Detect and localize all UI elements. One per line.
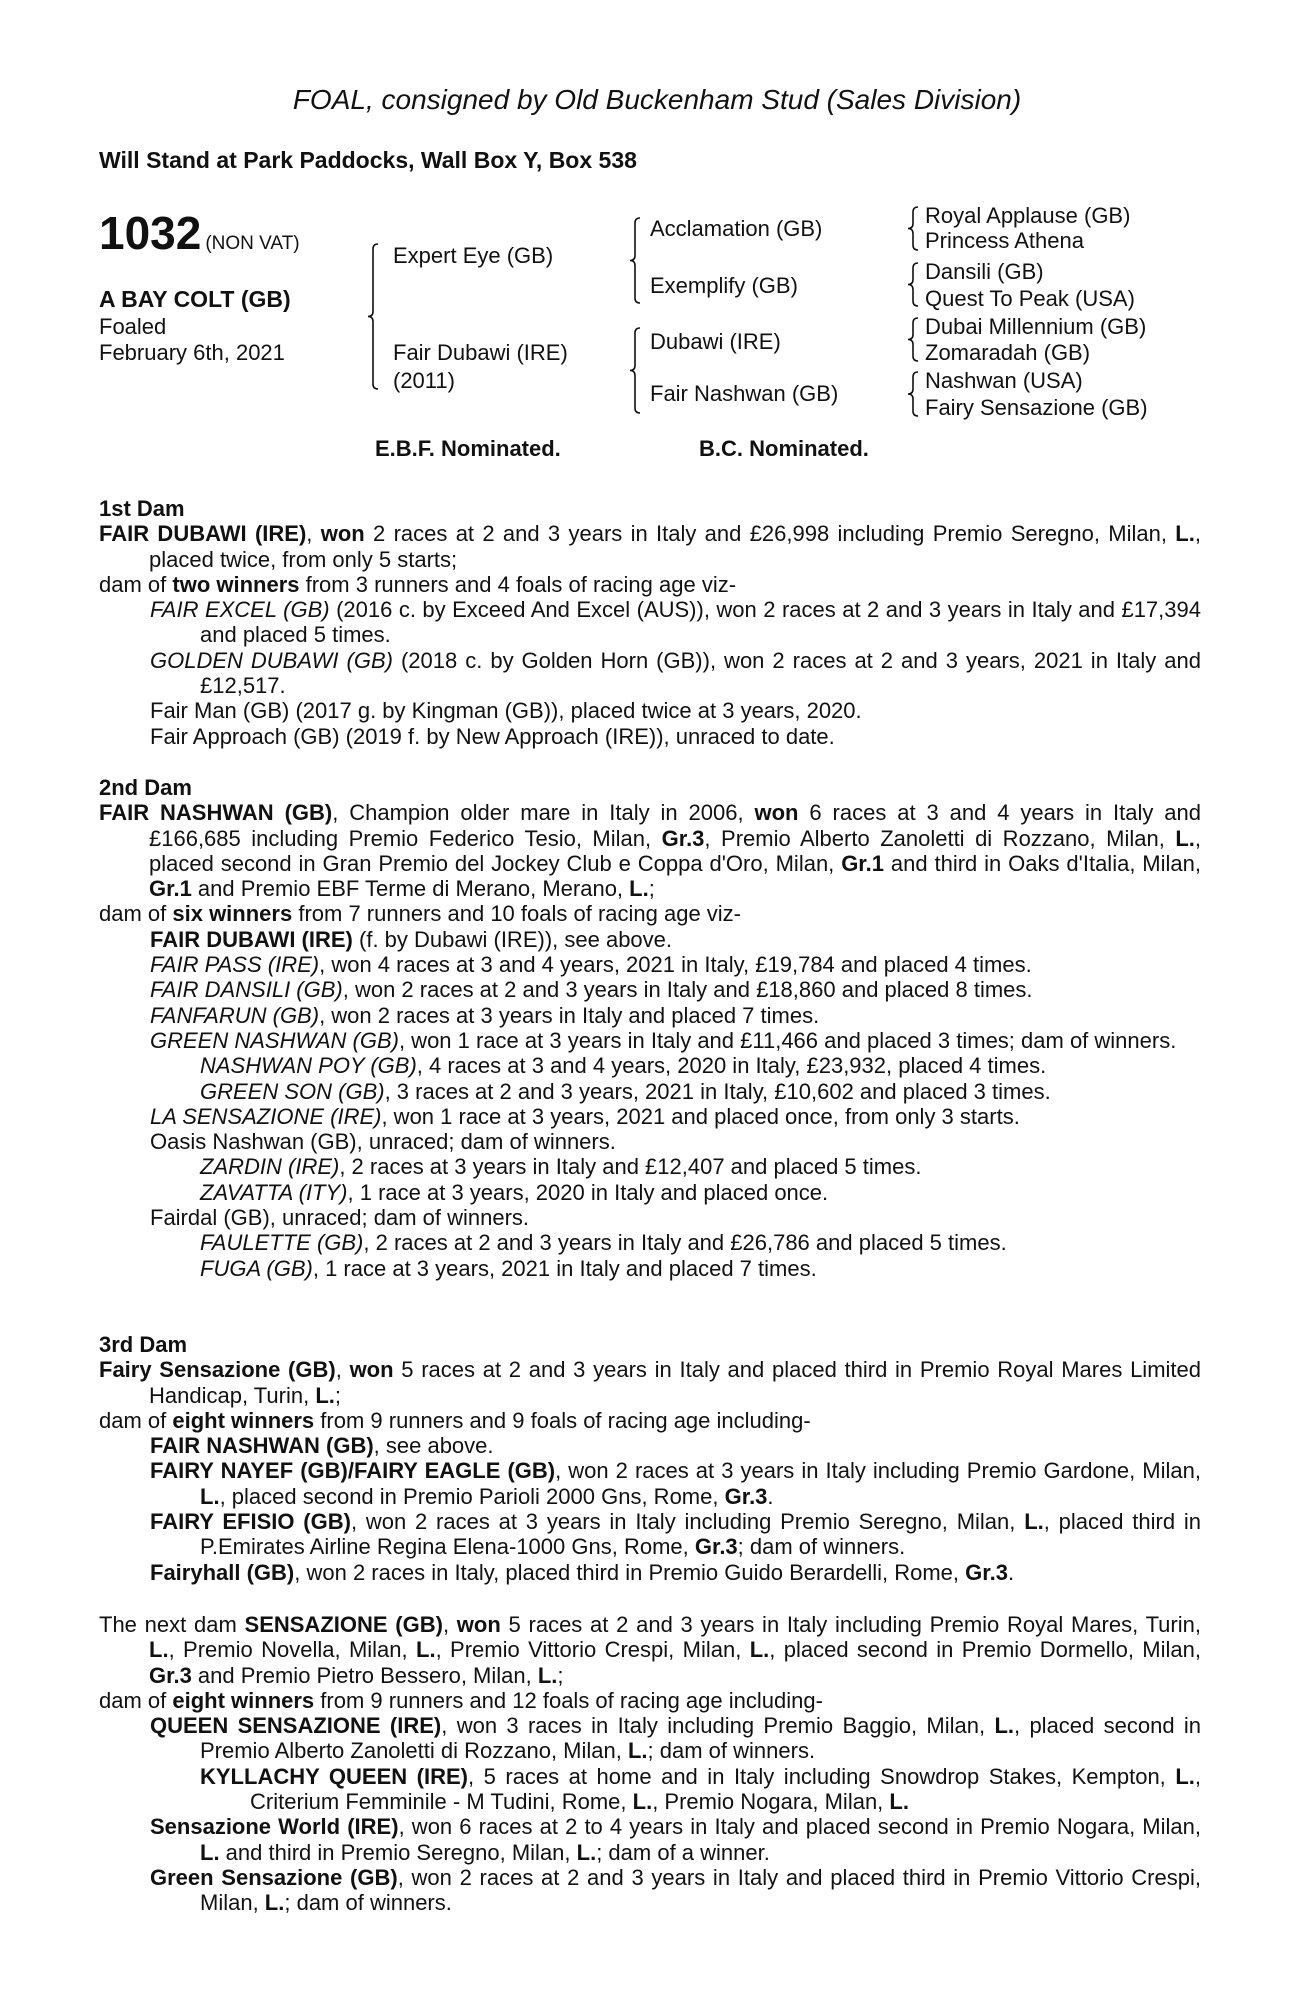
bold-text: six winners (172, 901, 293, 927)
produce-entry (99, 1764, 1201, 1815)
text: ; dam of winners. (737, 1534, 906, 1560)
italic-text: GREEN SON (GB) (200, 1078, 385, 1104)
bold-text: FAIRY EFISIO (GB) (150, 1509, 351, 1535)
dam-section (99, 496, 1201, 749)
produce-entry (99, 1205, 1201, 1230)
produce-entry (99, 724, 1201, 749)
text: , Premio Novella, Milan, (168, 1637, 417, 1663)
bold-text: L. (264, 1890, 285, 1916)
produce-entry (99, 1865, 1201, 1916)
text: , won 1 race at 3 years in Italy and £11,466 and placed 3 times; dam of winners. (398, 1027, 1177, 1053)
produce-entry (99, 1612, 1201, 1688)
text: ; (334, 1382, 341, 1408)
bold-text: KYLLACHY QUEEN (IRE) (200, 1763, 468, 1789)
pedigree-gen3: Royal Applause (GB) (925, 203, 1131, 228)
text: from 3 runners and 4 foals of racing age viz- (299, 571, 737, 597)
text: , Premio Alberto Zanoletti di Rozzano, Milan, (704, 825, 1176, 851)
bold-text: L. (994, 1713, 1014, 1739)
italic-text: FANFARUN (GB) (150, 1002, 320, 1028)
dam-heading: 1st Dam (99, 496, 185, 521)
produce-entry (99, 1003, 1201, 1028)
bold-text: L. (627, 1738, 648, 1764)
text: and Premio Pietro Bessero, Milan, (191, 1662, 538, 1688)
bold-text: FAIRY NAYEF (GB)/FAIRY EAGLE (GB) (150, 1458, 556, 1484)
text: , Champion older mare in Italy in 2006, (332, 800, 755, 826)
dam-section (99, 775, 1201, 1281)
bold-text: Gr.3 (661, 825, 705, 851)
text: ; dam of winners. (284, 1890, 452, 1916)
bold-text: L. (632, 1789, 653, 1815)
text: , won 4 races at 3 and 4 years, 2021 in Italy, £19,784 and placed 4 times. (319, 952, 1032, 978)
pedigree-gen3: Dubai Millennium (GB) (925, 314, 1147, 339)
text: . (767, 1483, 774, 1509)
bold-text: L. (889, 1789, 909, 1815)
produce-entry (99, 1230, 1201, 1255)
pedigree-gen2: Exemplify (GB) (650, 273, 798, 298)
text: (2018 c. by Golden Horn (GB)), won 2 races at 2 and 3 years, 2021 in Italy and £12,517. (200, 647, 1201, 699)
pedigree-gen2: Fair Nashwan (GB) (650, 381, 839, 406)
produce-entry (99, 572, 1201, 597)
bold-text: L. (416, 1637, 436, 1663)
text: , (442, 1612, 457, 1637)
dam-section (99, 1332, 1201, 1585)
text: , placed second in Premio Dormello, Milan, (769, 1637, 1201, 1663)
text: dam of (99, 1407, 173, 1433)
produce-entry (99, 927, 1201, 952)
text: , 1 race at 3 years, 2020 in Italy and placed once. (347, 1179, 829, 1205)
pedigree-gen3: Dansili (GB) (925, 259, 1044, 284)
dam-heading: 2nd Dam (99, 775, 192, 800)
text: from 7 runners and 10 foals of racing age viz- (292, 901, 742, 927)
bold-text: L. (200, 1839, 220, 1865)
produce-entry (99, 1688, 1201, 1713)
italic-text: ZAVATTA (ITY) (200, 1179, 348, 1205)
text: , Premio Vittorio Crespi, Milan, (435, 1637, 750, 1663)
catalogue-title: FOAL, consigned by Old Buckenham Stud (Sales Division) (292, 84, 1022, 115)
text: , 3 races at 2 and 3 years, 2021 in Italy, £10,602 and placed 3 times. (384, 1078, 1051, 1104)
bold-text: won (456, 1612, 501, 1637)
dam-section (99, 1612, 1201, 1916)
text: dam of (99, 571, 173, 597)
pedigree-brace (908, 372, 920, 416)
pedigree-gen3: Princess Athena (925, 228, 1084, 253)
italic-text: FUGA (GB) (200, 1255, 313, 1281)
vat-status: (NON VAT) (205, 233, 300, 254)
pedigree-sire: Expert Eye (GB) (393, 243, 554, 268)
text: , 2 races at 3 years in Italy and £12,407 and placed 5 times. (339, 1154, 922, 1180)
text: Fair Man (GB) (2017 g. by Kingman (GB)), placed twice at 3 years, 2020. (150, 698, 862, 724)
text: , placed third in P.Emirates Airline Regina Elena-1000 Gns, Rome, (200, 1509, 1202, 1560)
text: , 1 race at 3 years, 2021 in Italy and placed 7 times. (312, 1255, 817, 1281)
italic-text: FAULETTE (GB) (200, 1230, 364, 1256)
italic-text: FAIR EXCEL (GB) (150, 597, 330, 623)
foaled-date: February 6th, 2021 (99, 340, 285, 365)
lot-description: A BAY COLT (GB) (99, 286, 291, 312)
bold-text: Gr.1 (149, 876, 192, 902)
lot-number (99, 206, 300, 260)
bold-text: L. (1024, 1509, 1044, 1535)
text: ; dam of winners. (647, 1738, 816, 1764)
text: , 2 races at 2 and 3 years in Italy and £26,786 and placed 5 times. (363, 1230, 1007, 1256)
produce-entry (99, 1408, 1201, 1433)
produce-entry (99, 1180, 1201, 1205)
text: 2 races at 2 and 3 years in Italy and £26,998 including Premio Seregno, Milan, (364, 521, 1176, 547)
italic-text: FAIR DANSILI (GB) (150, 977, 343, 1003)
pedigree-brace (908, 263, 920, 306)
bold-text: two winners (172, 571, 300, 597)
produce-entry (99, 698, 1201, 723)
text: Oasis Nashwan (GB), unraced; dam of winners. (150, 1129, 616, 1155)
text: , see above. (373, 1433, 494, 1459)
text: , won 3 races in Italy including Premio Baggio, Milan, (441, 1713, 995, 1739)
text: , 5 races at home and in Italy including Snowdrop Stakes, Kempton, (467, 1763, 1176, 1789)
bold-text: L. (200, 1483, 220, 1509)
produce-entry (99, 1154, 1201, 1179)
produce-entry (99, 1509, 1201, 1560)
bold-text: FAIR DUBAWI (IRE) (99, 521, 307, 547)
produce-entry (99, 1104, 1201, 1129)
text: , 4 races at 3 and 4 years, 2020 in Italy, £23,932, placed 4 times. (416, 1053, 1047, 1079)
text: dam of (99, 901, 173, 927)
pedigree-gen3: Zomaradah (GB) (925, 340, 1091, 365)
bold-text: L. (749, 1637, 770, 1663)
produce-entry (99, 952, 1201, 977)
bold-text: FAIR NASHWAN (GB) (99, 800, 333, 826)
pedigree-dam-year: (2011) (393, 368, 455, 393)
text: , placed twice, from only 5 starts; (149, 521, 1201, 572)
bold-text: FAIR DUBAWI (IRE) (150, 926, 353, 952)
text: , won 2 races in Italy, placed third in Premio Guido Berardelli, Rome, (294, 1559, 966, 1585)
text: , placed second in Premio Alberto Zanoletti di Rozzano, Milan, (200, 1713, 1202, 1764)
produce-entry (99, 1713, 1201, 1764)
stand-location: Will Stand at Park Paddocks, Wall Box Y, Box 538 (99, 147, 637, 173)
ebf-nominated: E.B.F. Nominated. (375, 436, 561, 461)
produce-entry (99, 800, 1201, 901)
text: ; (557, 1662, 564, 1688)
bold-text: L. (1175, 1763, 1195, 1789)
text: 5 races at 2 and 3 years in Italy and placed third in Premio Royal Mares Limited Handicap, Turin, (149, 1357, 1201, 1408)
pedigree-gen3: Quest To Peak (USA) (925, 286, 1135, 311)
text: and Premio EBF Terme di Merano, Merano, (191, 876, 630, 902)
dam-heading: 3rd Dam (99, 1332, 188, 1357)
bold-text: Fairyhall (GB) (150, 1559, 295, 1585)
text: dam of (99, 1687, 173, 1713)
text: , won 2 races at 3 years in Italy including Premio Seregno, Milan, (350, 1509, 1025, 1535)
bold-text: Green Sensazione (GB) (150, 1864, 398, 1890)
produce-entry (99, 648, 1201, 699)
bold-text: Gr.1 (841, 850, 884, 876)
pedigree-brace (908, 207, 920, 250)
produce-entry (99, 1129, 1201, 1154)
bold-text: Gr.3 (694, 1534, 738, 1560)
bold-text: won (320, 521, 365, 547)
produce-entry (99, 1560, 1201, 1585)
text: , (306, 521, 321, 547)
produce-entry (99, 597, 1201, 648)
bold-text: SENSAZIONE (GB) (244, 1612, 443, 1637)
bold-text: L. (315, 1382, 335, 1408)
text: ; (648, 876, 655, 902)
text: from 9 runners and 9 foals of racing age including- (314, 1407, 811, 1433)
pedigree-gen2: Acclamation (GB) (650, 216, 823, 241)
bold-text: won (754, 800, 799, 826)
produce-entry (99, 1357, 1201, 1408)
pedigree-brace (630, 328, 642, 413)
text: , placed second in Gran Premio del Jockey Club e Coppa d'Oro, Milan, (149, 825, 1201, 876)
bold-text: Gr.3 (149, 1662, 192, 1688)
bold-text: eight winners (172, 1407, 315, 1433)
text: from 9 runners and 12 foals of racing age including- (314, 1687, 823, 1713)
pedigree-brace (630, 218, 642, 303)
bold-text: Gr.3 (724, 1483, 768, 1509)
text: Fairdal (GB), unraced; dam of winners. (150, 1205, 530, 1231)
produce-entry (99, 901, 1201, 926)
italic-text: GOLDEN DUBAWI (GB) (150, 647, 393, 673)
bold-text: L. (1175, 521, 1195, 547)
text: 5 races at 2 and 3 years in Italy including Premio Royal Mares, Turin, (500, 1612, 1201, 1637)
text: , won 1 race at 3 years, 2021 and placed once, from only 3 starts. (381, 1103, 1020, 1129)
text: , won 2 races at 3 years in Italy and placed 7 times. (319, 1002, 820, 1028)
text: , won 6 races at 2 to 4 years in Italy and placed second in Premio Nogara, Milan, (398, 1814, 1201, 1840)
bc-nominated: B.C. Nominated. (699, 436, 869, 461)
bold-text: eight winners (172, 1687, 315, 1713)
text: , Premio Nogara, Milan, (652, 1789, 890, 1815)
bold-text: L. (576, 1839, 597, 1865)
text: The next dam (99, 1612, 245, 1637)
text: , (335, 1357, 350, 1383)
produce-entry (99, 1053, 1201, 1078)
text: , placed second in Premio Parioli 2000 Gns, Rome, (219, 1483, 725, 1509)
bold-text: won (349, 1357, 394, 1383)
bold-text: FAIR NASHWAN (GB) (150, 1433, 374, 1459)
bold-text: L. (149, 1637, 169, 1663)
produce-entry (99, 521, 1201, 572)
italic-text: ZARDIN (IRE) (200, 1154, 340, 1180)
italic-text: NASHWAN POY (GB) (200, 1053, 417, 1079)
text: , Criterium Femminile - M Tudini, Rome, (250, 1763, 1201, 1815)
text: ; dam of a winner. (596, 1839, 770, 1865)
text: 6 races at 3 and 4 years in Italy and £166,685 including Premio Federico Tesio, Milan, (149, 800, 1202, 851)
italic-text: LA SENSAZIONE (IRE) (150, 1103, 382, 1129)
produce-entry (99, 1433, 1201, 1458)
pedigree-gen3: Fairy Sensazione (GB) (925, 395, 1148, 420)
text: Fair Approach (GB) (2019 f. by New Approach (IRE)), unraced to date. (150, 723, 835, 749)
text: , won 2 races at 2 and 3 years in Italy and £18,860 and placed 8 times. (342, 977, 1033, 1003)
italic-text: FAIR PASS (IRE) (150, 952, 320, 978)
pedigree-dam: Fair Dubawi (IRE) (393, 340, 568, 365)
italic-text: GREEN NASHWAN (GB) (150, 1027, 399, 1053)
bold-text: L. (1175, 825, 1195, 851)
produce-entry (99, 1814, 1201, 1865)
produce-entry (99, 1256, 1201, 1281)
text: (f. by Dubawi (IRE)), see above. (352, 926, 673, 952)
text: (2016 c. by Exceed And Excel (AUS)), won 2 races at 2 and 3 years in Italy and £17,394 and placed 5 times. (200, 597, 1201, 648)
produce-entry (99, 1458, 1201, 1509)
text: and third in Premio Seregno, Milan, (219, 1839, 577, 1865)
produce-entry (99, 977, 1201, 1002)
foaled-label: Foaled (99, 314, 167, 339)
bold-text: Sensazione World (IRE) (150, 1814, 399, 1840)
pedigree-brace (368, 244, 380, 389)
pedigree-gen3: Nashwan (USA) (925, 368, 1083, 393)
text: and third in Oaks d'Italia, Milan, (884, 850, 1201, 876)
text: , won 2 races at 2 and 3 years in Italy and placed third in Premio Vittorio Crespi, Milan, (200, 1864, 1201, 1916)
pedigree-gen2: Dubawi (IRE) (650, 329, 781, 354)
bold-text: Fairy Sensazione (GB) (99, 1357, 336, 1383)
bold-text: Gr.3 (965, 1559, 1008, 1585)
bold-text: L. (537, 1662, 558, 1688)
produce-entry (99, 1079, 1201, 1104)
lot-number-value: 1032 (99, 207, 202, 259)
pedigree-brace (908, 318, 920, 361)
text: . (1007, 1559, 1015, 1585)
text: , won 2 races at 3 years in Italy including Premio Gardone, Milan, (555, 1458, 1201, 1484)
bold-text: QUEEN SENSAZIONE (IRE) (150, 1713, 442, 1739)
produce-entry (99, 1028, 1201, 1053)
bold-text: L. (629, 876, 649, 902)
